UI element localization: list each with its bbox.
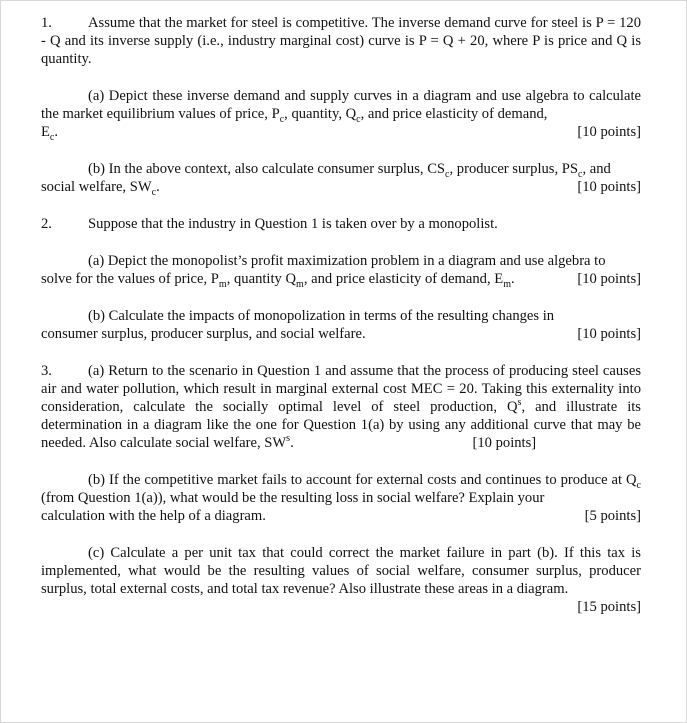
- question-2a-points: [10 points]: [577, 271, 641, 287]
- question-2-intro: [41, 215, 641, 233]
- question-3c: [41, 544, 641, 616]
- question-3a-text: 3. (a) Return to the scenario in Question 1 and assume that the process of producing steel causes air and water pollution, which result in marginal external cost MEC = 20. Taking this externality into consideration, calculate the socially optimal level of steel production, $Q^s$, and illustrate its determination in a diagram like the one for Question 1(a) by using any additional curve that may be needed. Also calculate social welfare, $SW^s$. [10 points]: [41, 363, 641, 451]
- question-1b-text: (b) In the above context, also calculate consumer surplus, $CS_c$, producer surplus, $PS_c$, and: [88, 161, 611, 180]
- question-1a-text: (a) Depict these inverse demand and supply curves in a diagram and use algebra to calculate the market equilibrium values of price, $P_c$, quantity, $Q_c$, and price elasticity of demand,: [41, 88, 641, 125]
- question-1b: [41, 160, 641, 196]
- question-2b-text: (b) Calculate the impacts of monopolization in terms of the resulting changes in: [88, 308, 555, 324]
- question-2a: [41, 252, 641, 288]
- question-3c-text: (c) Calculate a per unit tax that could correct the market failure in part (b). If this tax is implemented, what would be the resulting values of social welfare, consumer surplus, producer surplus, total external costs, and total tax revenue? Also illustrate these areas in a diagram.: [41, 545, 641, 597]
- question-1a-points: [10 points]: [577, 124, 641, 140]
- question-2a-text: (a) Depict the monopolist’s profit maximization problem in a diagram and use algebra to: [88, 253, 606, 269]
- question-3b-text: (b) If the competitive market fails to account for external costs and continues to produce at $Q_c$ (from Question 1(a)), what would be the resulting loss in social welfare? Explain your: [41, 472, 641, 506]
- question-2-text: Suppose that the industry in Question 1 is taken over by a monopolist.: [88, 216, 498, 232]
- question-1-intro: [41, 14, 641, 68]
- question-2b-last-line: consumer surplus, producer surplus, and social welfare. [10 points]: [41, 326, 641, 342]
- question-3b: [41, 471, 641, 525]
- question-1a: [41, 87, 641, 141]
- question-3b-last-line: calculation with the help of a diagram. [5 points]: [41, 508, 641, 524]
- question-2b-points: [10 points]: [577, 326, 641, 342]
- document-body: [41, 14, 641, 616]
- question-2-number: 2.: [41, 216, 52, 232]
- question-3b-points: [5 points]: [584, 508, 641, 524]
- question-2b: [41, 307, 641, 343]
- question-1a-last-line: $E_c$. [10 points]: [41, 124, 641, 143]
- question-3a-points: [10 points]: [472, 435, 537, 451]
- question-3-number: 3.: [41, 363, 52, 379]
- question-1b-last-line: social welfare, $SW_c$. [10 points]: [41, 179, 641, 198]
- question-1b-points: [10 points]: [577, 179, 641, 195]
- question-1-number: 1.: [41, 15, 52, 31]
- question-3c-points: [15 points]: [577, 599, 641, 615]
- question-1-text: Assume that the market for steel is competitive. The inverse demand curve for steel is P = 120 - Q and its inverse supply (i.e., industry marginal cost) curve is P = Q + 20, where P is price and Q is quantity.: [41, 15, 641, 67]
- question-3c-last-line: [41, 598, 641, 616]
- question-2a-last-line: solve for the values of price, $P_m$, quantity $Q_m$, and price elasticity of demand, $E_m$. [10 points]: [41, 271, 641, 290]
- question-3a: [41, 362, 641, 452]
